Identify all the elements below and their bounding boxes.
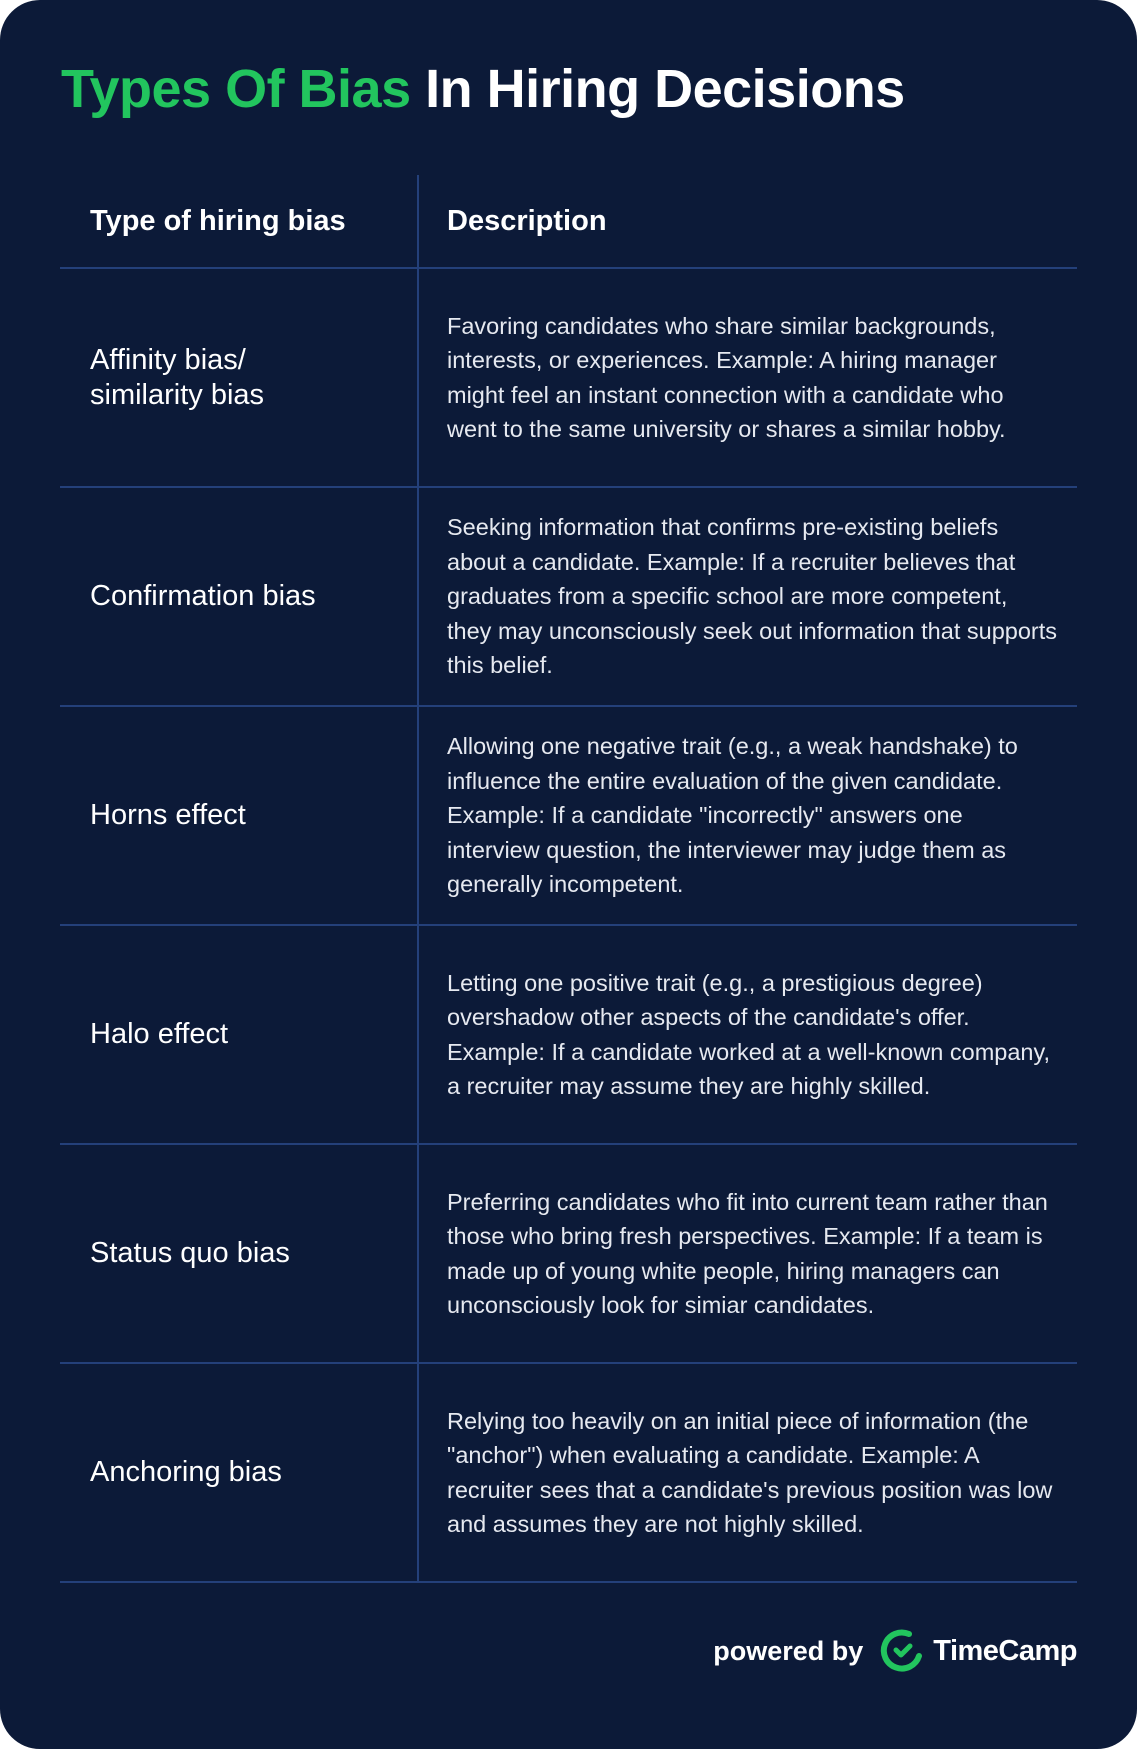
title-highlight: Types Of Bias — [61, 59, 411, 119]
bias-description: Seeking information that confirms pre-existing beliefs about a candidate. Example: If a recruiter believes that graduates from a specific school are more competent, they may unconsciously seek out information that supports this belief. — [447, 514, 1058, 679]
table-row — [60, 1364, 1077, 1583]
bias-type: Horns effect — [90, 799, 246, 831]
table-header — [60, 175, 1077, 269]
bias-description: Preferring candidates who fit into current team rather than those who bring fresh perspectives. Example: If a team is made up of young white people, hiring managers can unconsciously look for simiar candidates. — [447, 1188, 1048, 1318]
bias-type: Confirmation bias — [90, 580, 316, 612]
bias-table — [60, 175, 1077, 1583]
table-row — [60, 1145, 1077, 1364]
bias-description: Relying too heavily on an initial piece of information (the "anchor") when evaluating a candidate. Example: A recruiter sees that a candidate's previous position was low and assumes they are not highly skilled. — [447, 1407, 1053, 1537]
table-row — [60, 707, 1077, 926]
bias-type: Anchoring bias — [90, 1456, 282, 1488]
page-title — [61, 58, 905, 120]
timecamp-check-icon — [879, 1628, 925, 1674]
footer — [713, 1628, 1077, 1674]
table-row — [60, 926, 1077, 1145]
brand-name: TimeCamp — [933, 1634, 1077, 1667]
table-row — [60, 269, 1077, 488]
timecamp-logo — [879, 1628, 1077, 1674]
bias-description: Favoring candidates who share similar backgrounds, interests, or experiences. Example: A hiring manager might feel an instant connection with a candidate who went to the same university or shares a similar hobby. — [447, 312, 1006, 442]
header-description: Description — [447, 204, 607, 237]
bias-description: Allowing one negative trait (e.g., a weak handshake) to influence the entire evaluation of the given candidate. Example: If a candidate "incorrectly" answers one interview question, the interviewer may judge them as generally incompetent. — [447, 733, 1018, 898]
powered-by-label: powered by — [713, 1635, 864, 1666]
header-type: Type of hiring bias — [90, 204, 346, 237]
title-rest: In Hiring Decisions — [410, 59, 905, 119]
bias-type: Affinity bias/ similarity bias — [90, 343, 265, 411]
bias-type: Status quo bias — [90, 1237, 290, 1269]
bias-description: Letting one positive trait (e.g., a prestigious degree) overshadow other aspects of the candidate's offer. Example: If a candidate worked at a well-known company, a recruiter may assume they are highly skilled. — [447, 969, 1051, 1099]
table-row — [60, 488, 1077, 707]
bias-type: Halo effect — [90, 1018, 229, 1050]
